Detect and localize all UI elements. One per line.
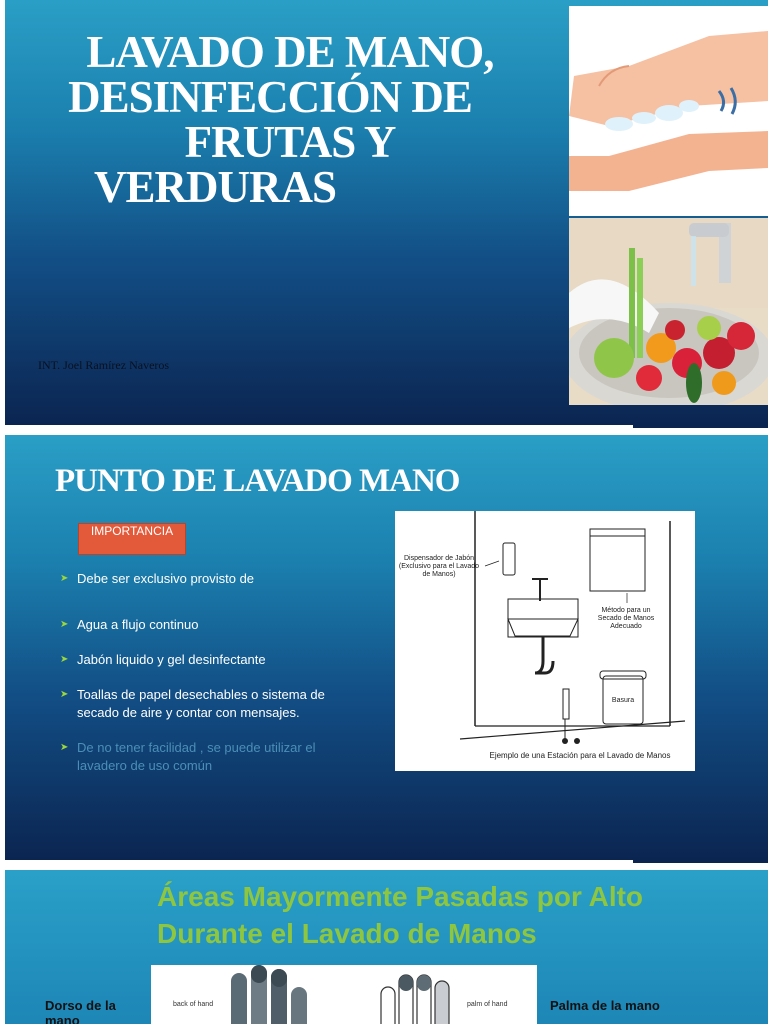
hand-dryer-label: Método para un Secado de Manos Adecuado (597, 607, 655, 630)
back-of-hand-label: Dorso de la mano (45, 998, 116, 1024)
fruit-washing-photo (569, 218, 768, 405)
slide-heading (157, 878, 643, 952)
requirements-list (60, 570, 360, 792)
arrow-bullet-icon: ➤ (60, 619, 69, 630)
title-line: FRUTAS Y (184, 117, 396, 167)
palm-of-hand-label: Palma de la mano (550, 998, 660, 1013)
divider (5, 860, 633, 863)
slide-heading: PUNTO DE LAVADO MANO (55, 463, 460, 499)
soap-dispenser-label: Dispensador de Jabón (Exclusivo para el Lavado de Manos) (398, 555, 480, 578)
divider (5, 425, 633, 428)
list-item: ➤ Toallas de papel desechables o sistema de secado de aire y contar con mensajes. (60, 687, 325, 720)
importance-badge: IMPORTANCIA (78, 523, 186, 555)
list-item: ➤ Jabón liquido y gel desinfectante (60, 652, 266, 667)
list-item: ➤ Debe ser exclusivo provisto de (60, 571, 255, 586)
handwashing-illustration (569, 6, 768, 216)
arrow-bullet-icon: ➤ (60, 689, 69, 700)
title-line: Áreas Mayormente Pasadas por Alto (157, 881, 644, 912)
back-of-hand-caption: back of hand (173, 1001, 214, 1008)
title-line: LAVADO DE MANO, (86, 27, 494, 77)
arrow-bullet-icon: ➤ (60, 654, 69, 665)
slide-handwash-station (5, 435, 768, 863)
author-name: INT. Joel Ramírez Naveros (38, 358, 170, 372)
title-line: Durante el Lavado de Manos (157, 918, 537, 949)
slide-title (5, 0, 768, 428)
arrow-bullet-icon: ➤ (60, 742, 69, 753)
title-line: DESINFECCIÓN DE (68, 72, 472, 122)
list-item: ➤ Agua a flujo continuo (60, 617, 199, 632)
diagram-caption: Ejemplo de una Estación para el Lavado de Manos (489, 751, 671, 760)
hands-diagram (151, 965, 537, 1024)
palm-of-hand-caption: palm of hand (467, 1001, 508, 1008)
slide-missed-areas (5, 870, 768, 1024)
list-item: ➤ De no tener facilidad , se puede utilizar el lavadero de uso común (60, 740, 316, 773)
title-line: VERDURAS (93, 162, 337, 212)
trash-label: Basura (611, 697, 635, 704)
handwash-station-diagram (395, 511, 695, 771)
arrow-bullet-icon: ➤ (60, 573, 69, 584)
slide-title-heading (25, 27, 555, 212)
